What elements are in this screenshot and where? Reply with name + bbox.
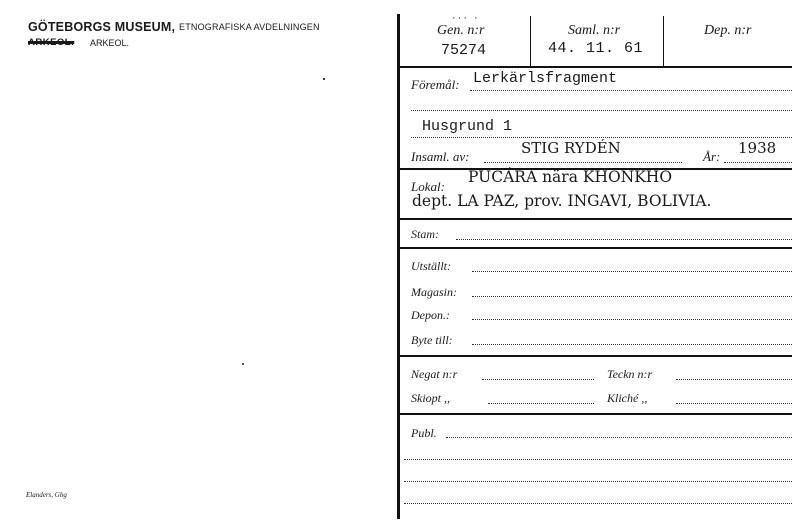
publ-line-3 — [404, 481, 792, 482]
depon-label: Depon.: — [411, 308, 450, 322]
saml-label: Saml. n:r — [568, 23, 621, 38]
stam-line — [456, 239, 792, 240]
saml-value: 44. 11. 61 — [548, 40, 644, 57]
arkeol-label: ARKEOL. — [90, 38, 130, 48]
crossed-word-text: ARKEOL. — [28, 37, 75, 48]
speck — [323, 78, 325, 80]
byte-label: Byte till: — [411, 333, 453, 347]
teckn-line — [676, 379, 792, 380]
rule-5 — [399, 413, 792, 415]
extra-line-1 — [411, 110, 792, 111]
utstallt-line — [472, 271, 792, 272]
printer-mark: Elanders, Gbg — [26, 491, 67, 499]
publ-line-2 — [404, 459, 792, 460]
ar-line — [724, 162, 792, 163]
magasin-line — [472, 296, 792, 297]
header-divider-1 — [530, 16, 531, 66]
speck — [242, 363, 244, 365]
rule-3 — [399, 247, 792, 249]
insaml-label: Insaml. av: — [411, 149, 470, 164]
museum-name: GÖTEBORGS MUSEUM, — [28, 20, 176, 34]
negat-line — [482, 379, 594, 380]
stam-label: Stam: — [411, 227, 439, 241]
lokal-value-1: PUCÁRA nära KHONKHO — [468, 168, 673, 186]
lokal-label: Lokal: — [411, 179, 445, 194]
extra-line-2 — [411, 137, 792, 138]
insaml-line — [484, 162, 682, 163]
ar-label: År: — [703, 149, 721, 164]
lokal-value-2: dept. LA PAZ, prov. INGAVI, BOLIVIA. — [412, 192, 712, 210]
header-bottom-rule — [399, 66, 792, 68]
gen-ink-dots: ··· · — [452, 12, 480, 24]
negat-label: Negat n:r — [411, 367, 458, 381]
header-divider-2 — [663, 16, 664, 66]
publ-line — [446, 437, 792, 438]
depon-line — [472, 319, 792, 320]
foremal-value: Lerkärlsfragment — [473, 70, 618, 87]
byte-line — [472, 344, 792, 345]
teckn-label: Teckn n:r — [607, 367, 653, 381]
magasin-label: Magasin: — [411, 285, 457, 299]
gen-value: 75274 — [441, 42, 487, 59]
foremal-label: Föremål: — [411, 77, 460, 92]
utstallt-label: Utställt: — [411, 259, 452, 273]
publ-label: Publ. — [411, 426, 437, 440]
kliche-line — [676, 403, 792, 404]
publ-line-4 — [404, 503, 792, 504]
rule-4 — [399, 355, 792, 357]
insaml-value: STIG RYDÉN — [521, 139, 621, 157]
ar-value: 1938 — [738, 139, 777, 157]
department-name: ETNOGRAFISKA AVDELNINGEN — [179, 22, 320, 32]
kliche-label: Kliché ,, — [607, 391, 648, 405]
husgrund-value: Husgrund 1 — [422, 118, 513, 135]
skiopt-line — [488, 403, 594, 404]
rule-2 — [399, 218, 792, 220]
dep-label: Dep. n:r — [704, 23, 752, 38]
gen-label: Gen. n:r — [437, 23, 485, 38]
skiopt-label: Skiopt ,, — [411, 391, 450, 405]
foremal-line — [470, 90, 792, 91]
crossed-word — [28, 37, 74, 48]
card-spine — [397, 14, 400, 519]
